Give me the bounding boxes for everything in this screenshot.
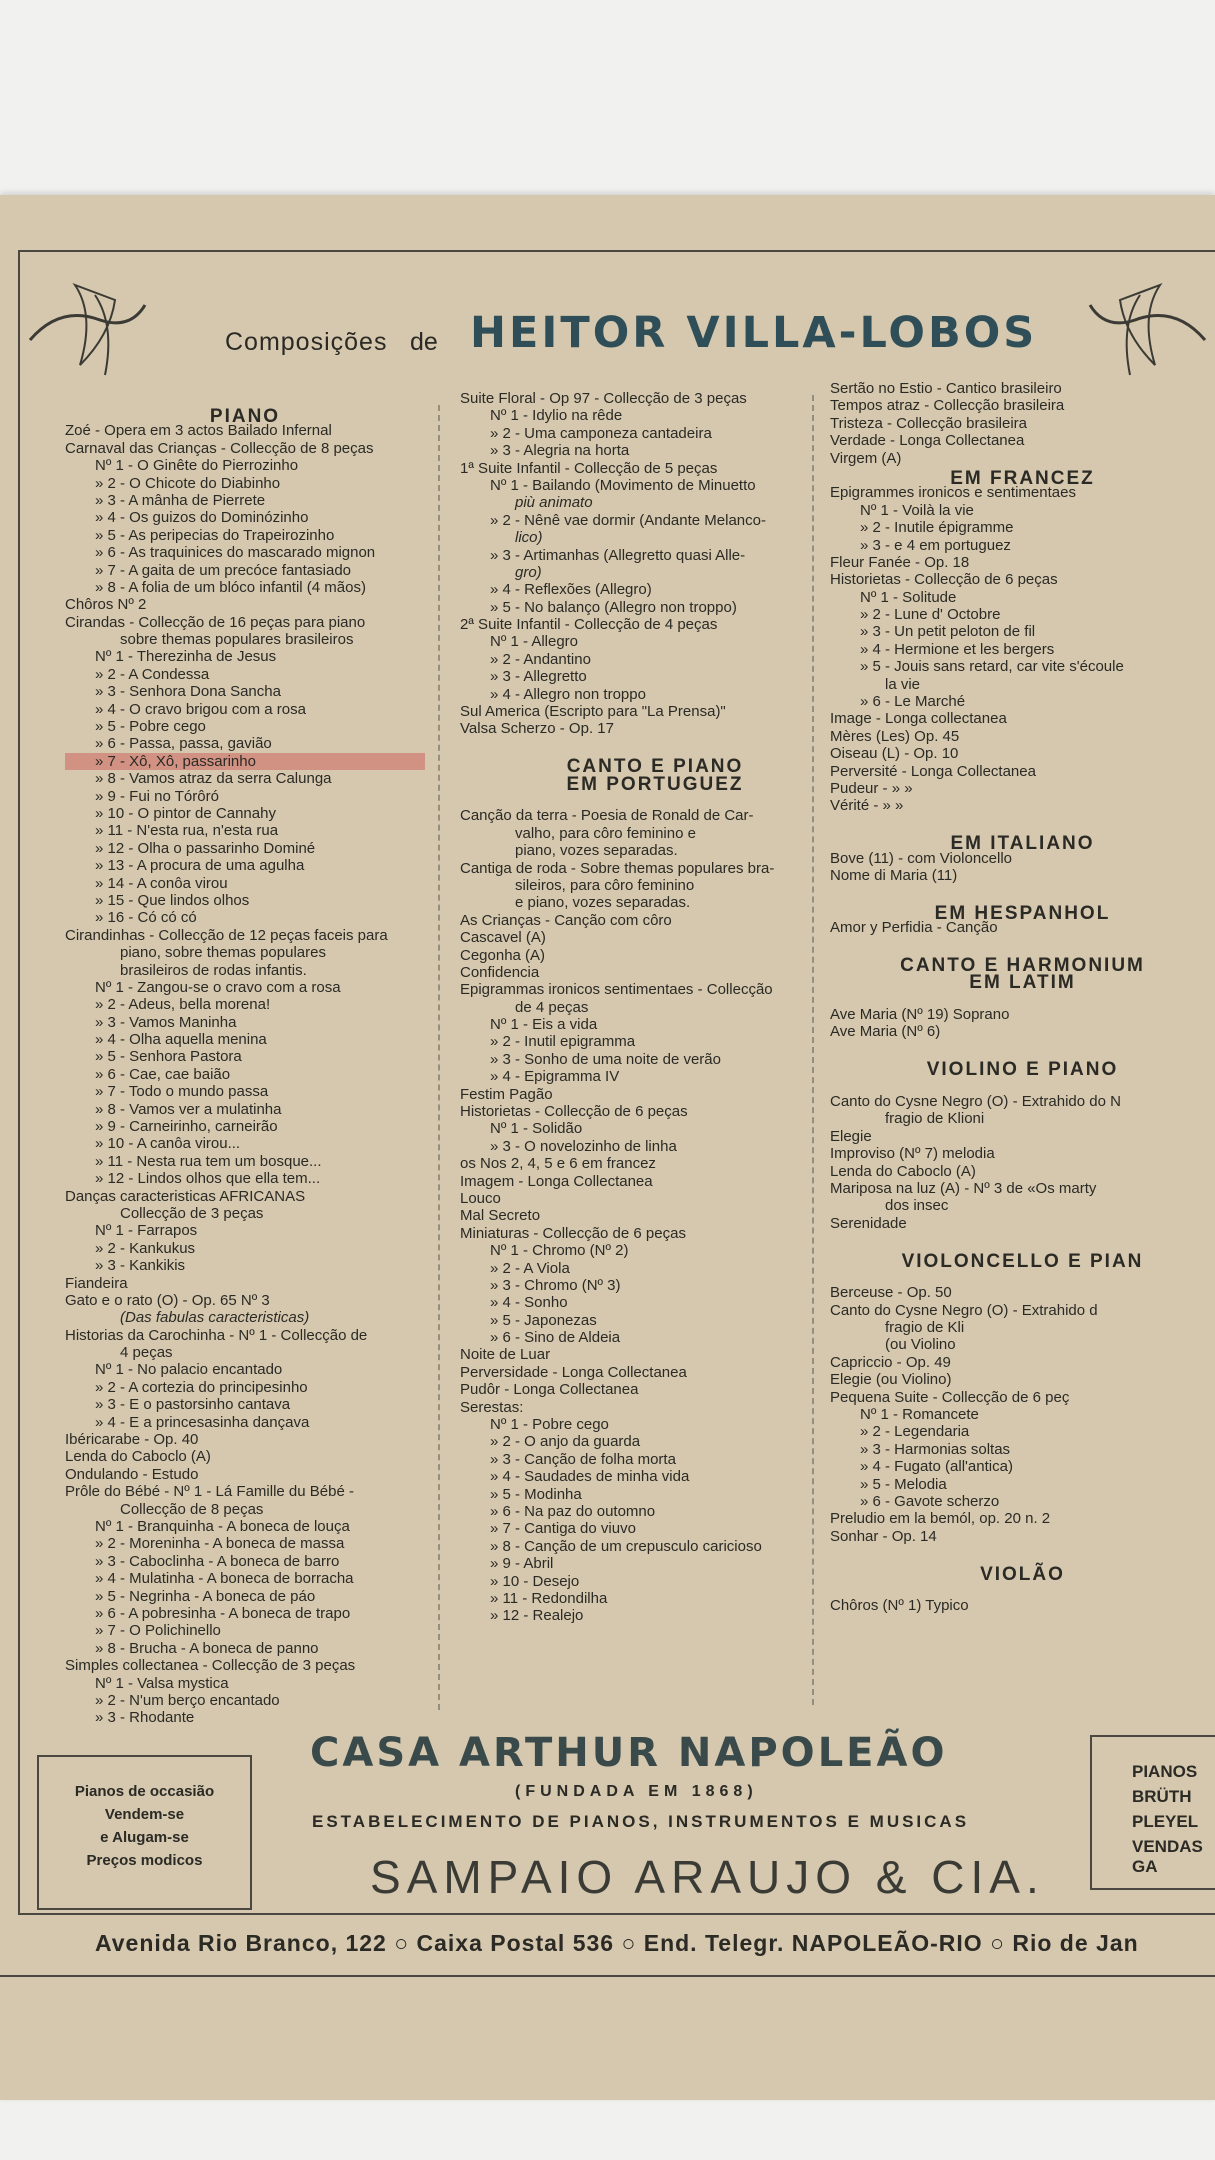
catalog-entry: » 3 - Artimanhas (Allegretto quasi Alle- (490, 546, 746, 564)
catalog-entry: Festim Pagão (460, 1085, 553, 1103)
catalog-entry: » 2 - Legendaria (860, 1423, 970, 1441)
catalog-entry (830, 937, 1215, 954)
catalog-entry: » 4 - O cravo brigou com a rosa (95, 700, 306, 718)
catalog-entry: Pudôr - Longa Collectanea (460, 1381, 639, 1399)
catalog-entry: Cantiga de roda - Sobre themas populares bra- (460, 859, 775, 877)
catalog-entry: (Das fabulas caracteristicas) (120, 1309, 310, 1327)
catalog-entry: » 2 - Inutil epigramma (490, 1033, 636, 1051)
catalog-entry: Historietas - Collecção de 6 peças (830, 571, 1058, 589)
catalog-entry: Pequena Suite - Collecção de 6 peç (830, 1388, 1070, 1406)
publisher-establishment: ESTABELECIMENTO DE PIANOS, INSTRUMENTOS E MUSICAS (312, 1812, 970, 1831)
section-heading: EM PORTUGUEZ (566, 773, 744, 795)
catalog-entry: Gato e o rato (O) - Op. 65 Nº 3 (65, 1291, 270, 1309)
catalog-entry: » 2 - Lune d' Octobre (860, 606, 1001, 624)
catalog-entry: » 3 - Allegretto (490, 668, 587, 686)
section-heading: EM ITALIANO (950, 833, 1095, 855)
catalog-entry: Chôros Nº 2 (65, 596, 147, 614)
catalog-entry: » 2 - Nênê vae dormir (Andante Melanco- (490, 511, 766, 529)
catalog-entry: Elegie (ou Violino) (830, 1371, 952, 1389)
catalog-entry: Nº 1 - Romancete (860, 1406, 979, 1424)
catalog-entry: Perversité - Longa Collectanea (830, 762, 1036, 780)
catalog-entry: Nº 1 - Zangou-se o cravo com a rosa (95, 978, 341, 996)
catalog-entry: Mariposa na luz (A) - Nº 3 de «Os marty (830, 1179, 1097, 1197)
catalog-entry: » 8 - A folia de um blóco infantil (4 mãos) (95, 578, 366, 596)
catalog-entry: Canto do Cysne Negro (O) - Extrahido d (830, 1301, 1098, 1319)
catalog-entry: e piano, vozes separadas. (515, 894, 691, 912)
catalog-entry: Confidencia (460, 963, 540, 981)
catalog-entry: Virgem (A) (830, 449, 902, 467)
catalog-entry: » 4 - Olha aquella menina (95, 1031, 267, 1049)
box-right-line: PIANOS (1132, 1762, 1198, 1781)
catalog-entry: Fleur Fanée - Op. 18 (830, 553, 970, 571)
catalog-entry: » 6 - As traquinices do mascarado mignon (95, 544, 376, 562)
catalog-entry: » 3 - Caboclinha - A boneca de barro (95, 1552, 340, 1570)
catalog-entry: più animato (515, 494, 593, 512)
catalog-entry: Valsa Scherzo - Op. 17 (460, 720, 614, 738)
column-suites-canto (460, 390, 850, 1625)
catalog-entry: Epigrammas ironicos sentimentaes - Collecção (460, 981, 773, 999)
catalog-entry: Serenidade (830, 1214, 907, 1232)
catalog-entry: » 2 - A Condessa (95, 665, 210, 683)
catalog-entry: valho, para côro feminino e (515, 824, 696, 842)
catalog-entry: dos insec (885, 1197, 949, 1215)
pianos-brands-box (1090, 1735, 1215, 1890)
catalog-entry: Miniaturas - Collecção de 6 peças (460, 1224, 686, 1242)
section-heading: EM FRANCEZ (950, 467, 1095, 489)
catalog-entry: Nº 1 - Branquinha - A boneca de louça (95, 1518, 350, 1535)
catalog-entry: os Nos 2, 4, 5 e 6 em francez (460, 1155, 656, 1173)
catalog-entry: » 10 - O pintor de Cannahy (95, 804, 276, 822)
catalog-entry: » 6 - Na paz do outomno (490, 1503, 656, 1520)
box-left-line: Preços modicos (86, 1852, 203, 1869)
catalog-entry: » 3 - Senhora Dona Sancha (95, 683, 281, 701)
catalog-entry: Nº 1 - Valsa mystica (95, 1674, 229, 1692)
catalog-entry: Nº 1 - Solitude (860, 588, 957, 606)
catalog-entry: de 4 peças (515, 998, 589, 1016)
publisher-name: CASA ARTHUR NAPOLEÃO (310, 1730, 948, 1776)
catalog-entry: Fiandeira (65, 1274, 128, 1292)
publisher-address: Avenida Rio Branco, 122 ○ Caixa Postal 536 ○ End. Telegr. NAPOLEÃO-RIO ○ Rio de Jan (95, 1930, 1139, 1956)
catalog-entry: » 2 - Andantino (490, 650, 591, 668)
catalog-entry: » 9 - Carneirinho, carneirão (95, 1118, 278, 1136)
catalog-entry: » 3 - Un petit peloton de fil (860, 623, 1036, 641)
catalog-entry: Historietas - Collecção de 6 peças (460, 1103, 688, 1121)
header-prefix: Composições (225, 328, 388, 356)
catalog-entry: » 4 - Fugato (all'antica) (860, 1458, 1013, 1476)
catalog-entry: » 8 - Vamos atraz da serra Calunga (95, 770, 332, 788)
catalog-entry: » 2 - O Chicote do Diabinho (95, 474, 281, 492)
catalog-entry: Capriccio - Op. 49 (830, 1353, 951, 1371)
catalog-entry: Nº 1 - Therezinha de Jesus (95, 648, 277, 666)
catalog-entry: » 3 - E o pastorsinho cantava (95, 1396, 291, 1414)
catalog-entry: » 12 - Realejo (490, 1607, 584, 1625)
catalog-entry: Historias da Carochinha - Nº 1 - Collecção de (65, 1326, 368, 1344)
catalog-entry: » 4 - Saudades de minha vida (490, 1468, 690, 1486)
catalog-entry: » 11 - Redondilha (490, 1589, 608, 1607)
box-right-line: VENDAS GA (1132, 1837, 1203, 1876)
catalog-entry: » 6 - Gavote scherzo (860, 1493, 1000, 1510)
catalog-entry: » 5 - Jouis sans retard, car vite s'écoule (860, 658, 1124, 676)
catalog-entry (830, 1545, 1215, 1562)
catalog-entry: Improviso (Nº 7) melodia (830, 1145, 995, 1163)
section-heading: VIOLÃO (980, 1563, 1065, 1585)
catalog-entry: » 5 - Japonezas (490, 1311, 597, 1329)
catalog-entry (830, 815, 1215, 832)
catalog-entry: Nº 1 - Solidão (490, 1120, 583, 1138)
catalog-entry: » 2 - Adeus, bella morena! (95, 996, 271, 1014)
catalog-entry: » 4 - Allegro non troppo (490, 685, 646, 703)
catalog-entry: » 7 - Todo o mundo passa (95, 1083, 269, 1101)
catalog-entry: Carnaval das Crianças - Collecção de 8 peças (65, 439, 374, 457)
box-left-line: Pianos de occasião (74, 1783, 215, 1800)
section-heading: VIOLINO E PIANO (926, 1059, 1119, 1081)
catalog-entry: » 4 - Os guizos do Dominózinho (95, 509, 309, 527)
catalog-entry: » 4 - Mulatinha - A boneca de borracha (95, 1570, 354, 1588)
catalog-entry: lico) (515, 529, 543, 547)
box-left-line: Vendem-se (104, 1806, 185, 1823)
catalog-entry: » 8 - Canção de um crepusculo caricioso (490, 1537, 762, 1555)
catalog-entry: Oiseau (L) - Op. 10 (830, 745, 959, 763)
catalog-entry: » 10 - Desejo (490, 1572, 580, 1590)
catalog-entry: Lenda do Caboclo (A) (65, 1448, 211, 1466)
catalog-entry: » 3 - Kankikis (95, 1257, 186, 1275)
catalog-entry: Berceuse - Op. 50 (830, 1284, 952, 1302)
catalog-entry: Noite de Luar (460, 1346, 551, 1364)
catalog-entry: » 3 - Vamos Maninha (95, 1013, 237, 1031)
section-heading: CANTO E HARMONIUM (900, 954, 1145, 976)
catalog-entry: » 2 - Moreninha - A boneca de massa (95, 1535, 345, 1553)
catalog-entry (830, 884, 1215, 901)
catalog-entry: 4 peças (120, 1344, 173, 1362)
catalog-entry: gro) (515, 563, 542, 581)
publisher-company: SAMPAIO ARAUJO & CIA. (370, 1851, 1045, 1903)
catalog-entry: » 15 - Que lindos olhos (95, 891, 250, 909)
catalog-entry: Nº 1 - No palacio encantado (95, 1361, 283, 1379)
catalog-entry: » 2 - N'um berço encantado (95, 1691, 280, 1709)
catalog-entry: Ave Maria (Nº 6) (830, 1023, 941, 1041)
catalog-entry: » 9 - Fui no Tórôró (95, 787, 219, 805)
catalog-entry: Chôros (Nº 1) Typico (830, 1597, 969, 1615)
catalog-entry: » 3 - Rhodante (95, 1709, 195, 1727)
catalog-entry: Cirandas - Collecção de 16 peças para piano (65, 613, 366, 631)
catalog-entry: » 2 - O anjo da guarda (490, 1433, 641, 1451)
catalog-entry: Mères (Les) Op. 45 (830, 727, 960, 745)
catalog-entry: » 13 - A procura de uma agulha (95, 857, 305, 875)
section-heading: CANTO E PIANO (566, 756, 744, 778)
catalog-entry: Verdade - Longa Collectanea (830, 432, 1025, 450)
catalog-entry: la vie (885, 675, 921, 693)
catalog-entry: Nº 1 - Farrapos (95, 1222, 198, 1240)
catalog-entry: Nº 1 - Eis a vida (490, 1016, 598, 1034)
catalog-entry: Mal Secreto (460, 1207, 541, 1225)
box-left-line: e Alugam-se (100, 1829, 189, 1846)
left-corner-ornament (20, 245, 160, 405)
box-right-line: PLEYEL (1132, 1812, 1199, 1831)
catalog-entry: » 5 - No balanço (Allegro non troppo) (490, 598, 737, 616)
section-heading: PIANO (209, 406, 281, 427)
catalog-entry: » 6 - Sino de Aldeia (490, 1329, 621, 1347)
catalog-entry: » 3 - A mânha de Pierrete (95, 491, 266, 509)
catalog-entry: Perversidade - Longa Collectanea (460, 1363, 687, 1381)
used-pianos-box (37, 1755, 252, 1910)
catalog-entry: Nº 1 - Chromo (Nº 2) (490, 1242, 629, 1260)
catalog-entry: » 3 - Chromo (Nº 3) (490, 1276, 621, 1294)
catalog-entry: Ave Maria (Nº 19) Soprano (830, 1006, 1010, 1024)
catalog-entry: » 2 - Uma camponeza cantadeira (490, 424, 712, 442)
header (225, 300, 1125, 360)
catalog-entry: » 4 - E a princesasinha dançava (95, 1413, 310, 1431)
catalog-entry: Sonhar - Op. 14 (830, 1527, 937, 1545)
catalog-entry: » 6 - A pobresinha - A boneca de trapo (95, 1604, 351, 1622)
box-right-line: BRÜTH (1132, 1787, 1192, 1806)
catalog-entry: piano, vozes separadas. (515, 842, 678, 860)
catalog-entry: Prôle do Bébé - Nº 1 - Lá Famille du Bébé - (65, 1483, 354, 1501)
catalog-entry: » 5 - Negrinha - A boneca de páo (95, 1587, 316, 1605)
catalog-entry: Suite Floral - Op 97 - Collecção de 3 peças (460, 390, 747, 407)
catalog-entry: Collecção de 8 peças (120, 1500, 264, 1518)
section-heading: EM LATIM (969, 972, 1076, 994)
catalog-entry: » 12 - Lindos olhos que ella tem... (95, 1170, 321, 1188)
catalog-entry: » 7 - A gaita de um precóce fantasiado (95, 561, 352, 579)
catalog-entry: » 5 - Senhora Pastora (95, 1048, 242, 1066)
catalog-entry: » 11 - Nesta rua tem um bosque... (95, 1152, 322, 1170)
column-piano (65, 405, 425, 1727)
composer-name: HEITOR VILLA-LOBOS (470, 308, 1038, 358)
catalog-entry: Nº 1 - Bailando (Movimento de Minuetto (490, 476, 756, 494)
catalog-entry: » 7 - Xô, Xô, passarinho (65, 753, 425, 770)
catalog-entry: Nº 1 - Pobre cego (490, 1416, 609, 1434)
catalog-entry (460, 738, 850, 755)
catalog-entry: Zoé - Opera em 3 actos Bailado Infernal (65, 422, 332, 440)
section-heading: EM HESPANHOL (934, 902, 1111, 924)
catalog-entry: » 4 - Sonho (490, 1294, 568, 1312)
catalog-entry: Serestas: (460, 1398, 524, 1416)
catalog-entry: Nº 1 - Voilà la vie (860, 501, 974, 519)
catalog-entry: As Crianças - Canção com côro (460, 911, 672, 929)
header-de: de (410, 328, 438, 356)
catalog-entry: Simples collectanea - Collecção de 3 peças (65, 1657, 356, 1675)
catalog-entry: fragio de Klioni (885, 1110, 985, 1128)
catalog-entry: Amor y Perfidia - Canção (830, 919, 998, 937)
catalog-entry: » 4 - Reflexões (Allegro) (490, 581, 652, 599)
catalog-entry: Sertão no Estio - Cantico brasileiro (830, 380, 1062, 397)
catalog-entry: Tristeza - Collecção brasileira (830, 414, 1028, 432)
column-divider-left (438, 405, 450, 1710)
catalog-entry: » 3 - Sonho de uma noite de verão (490, 1050, 721, 1068)
section-heading: VIOLONCELLO E PIAN (901, 1250, 1144, 1272)
catalog-entry: » 5 - Melodia (860, 1475, 947, 1493)
catalog-entry: » 6 - Le Marché (860, 693, 966, 711)
catalog-entry: » 2 - A cortezia do principesinho (95, 1378, 308, 1396)
catalog-entry: Image - Longa collectanea (830, 710, 1007, 728)
catalog-entry: Cegonha (A) (460, 946, 546, 964)
catalog-entry: Pudeur - » » (830, 779, 913, 797)
catalog-entry: » 14 - A conôa virou (95, 874, 228, 892)
catalog-entry: Vérité - » » (830, 797, 904, 815)
catalog-entry: fragio de Kli (885, 1319, 965, 1337)
column-foreign-instruments (830, 380, 1215, 1615)
catalog-entry (830, 1041, 1215, 1058)
catalog-entry: » 10 - A canôa virou... (95, 1135, 241, 1153)
catalog-entry: » 2 - Inutile épigramme (860, 519, 1014, 537)
catalog-entry: Nome di Maria (11) (830, 866, 958, 884)
catalog-entry: » 5 - Modinha (490, 1485, 582, 1503)
catalog-entry: » 3 - Harmonias soltas (860, 1440, 1011, 1458)
catalog-entry: brasileiros de rodas infantis. (120, 961, 307, 979)
catalog-entry: » 12 - Olha o passarinho Dominé (95, 839, 316, 857)
catalog-entry: » 6 - Passa, passa, gavião (95, 735, 272, 753)
catalog-entry: Cascavel (A) (460, 929, 546, 947)
catalog-entry: » 3 - O novelozinho de linha (490, 1137, 677, 1155)
catalog-entry: Canto do Cysne Negro (O) - Extrahido do N (830, 1093, 1121, 1111)
catalog-entry: Nº 1 - O Ginête do Pierrozinho (95, 457, 299, 475)
catalog-entry: » 7 - O Polichinello (95, 1622, 221, 1640)
catalog-entry: » 6 - Cae, cae baião (95, 1065, 231, 1083)
catalog-entry: sobre themas populares brasileiros (120, 631, 354, 649)
catalog-entry: » 8 - Brucha - A boneca de panno (95, 1639, 319, 1657)
catalog-entry (830, 1232, 1215, 1249)
catalog-entry: Imagem - Longa Collectanea (460, 1172, 653, 1190)
catalog-entry: Elegie (830, 1127, 872, 1145)
catalog-entry: Collecção de 3 peças (120, 1204, 264, 1222)
catalog-entry: » 11 - N'esta rua, n'esta rua (95, 822, 279, 840)
catalog-entry: Sul America (Escripto para "La Prensa)" (460, 703, 726, 721)
catalog-entry: Nº 1 - Idylio na rêde (490, 407, 623, 425)
catalog-entry: » 3 - Alegria na horta (490, 442, 630, 460)
catalog-entry: Nº 1 - Allegro (490, 633, 579, 651)
catalog-entry: Lenda do Caboclo (A) (830, 1162, 976, 1180)
catalog-entry: » 5 - Pobre cego (95, 718, 206, 736)
catalog-entry: » 8 - Vamos ver a mulatinha (95, 1100, 282, 1118)
catalog-entry: Louco (460, 1189, 501, 1207)
catalog-entry: » 7 - Cantiga do viuvo (490, 1520, 636, 1538)
catalog-entry: » 9 - Abril (490, 1555, 554, 1573)
catalog-entry: » 4 - Hermione et les bergers (860, 640, 1055, 658)
catalog-entry: Tempos atraz - Collecção brasileira (830, 397, 1065, 415)
catalog-entry: » 4 - Epigramma IV (490, 1068, 620, 1086)
catalog-entry: Cirandinhas - Collecção de 12 peças faceis para (65, 926, 388, 944)
catalog-entry: Bove (11) - com Violoncello (830, 849, 1013, 867)
publisher-founded: (FUNDADA EM 1868) (515, 1783, 758, 1800)
catalog-entry: » 2 - Kankukus (95, 1239, 196, 1257)
catalog-entry: » 2 - A Viola (490, 1259, 570, 1277)
catalog-entry: Danças caracteristicas AFRICANAS (65, 1187, 306, 1205)
catalog-entry: » 3 - Canção de folha morta (490, 1450, 676, 1468)
catalog-entry: 1ª Suite Infantil - Collecção de 5 peças (460, 459, 718, 477)
catalog-entry: Ibéricarabe - Op. 40 (65, 1431, 199, 1449)
catalog-entry: » 16 - Có có có (95, 909, 197, 927)
catalog-entry: sileiros, para côro feminino (515, 876, 695, 894)
catalog-entry: Epigrammes ironicos e sentimentaes (830, 484, 1076, 502)
catalog-entry: (ou Violino (885, 1336, 956, 1354)
catalog-entry: » 3 - e 4 em portuguez (860, 536, 1011, 554)
catalog-entry: » 5 - As peripecias do Trapeirozinho (95, 526, 335, 544)
catalog-entry: 2ª Suite Infantil - Collecção de 4 peças (460, 616, 718, 634)
bottom-rule (0, 1975, 1215, 1977)
catalog-entry: piano, sobre themas populares (120, 944, 326, 962)
catalog-entry: Ondulando - Estudo (65, 1465, 199, 1483)
catalog-entry: Canção da terra - Poesia de Ronald de Car- (460, 807, 754, 825)
catalog-entry: Preludio em la bemól, op. 20 n. 2 (830, 1510, 1051, 1528)
